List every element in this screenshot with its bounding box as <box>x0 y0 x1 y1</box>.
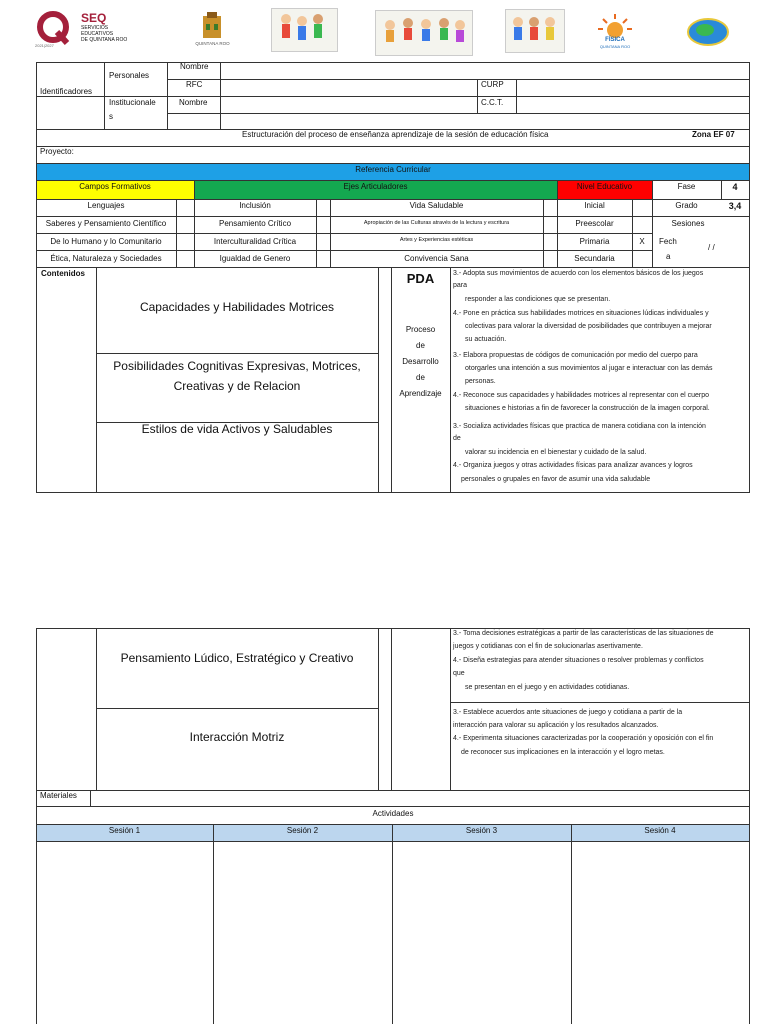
pda-1-line-3: responder a las condiciones que se presentan. <box>465 296 611 303</box>
pda-1-line-5: colectivas para valorar la diversidad de posibilidades que contribuyen a mejorar <box>465 323 712 330</box>
contenidos-label: Contenidos <box>41 269 85 278</box>
seq-sub1: SERVICIOS <box>81 25 109 31</box>
eje-b-3: Artes y Experiencias estéticas <box>399 237 474 243</box>
rfc-field[interactable] <box>222 81 475 95</box>
nombre2-label: Nombre <box>179 98 208 107</box>
nivel-preescolar: Preescolar <box>575 219 614 228</box>
fisica-logo <box>592 12 638 52</box>
nombre-label: Nombre <box>180 62 209 71</box>
sesion-4-header: Sesión 4 <box>644 826 676 835</box>
referencia-label: Referencia Curricular <box>355 165 431 174</box>
actividades-label: Actividades <box>372 809 414 818</box>
cct-field[interactable] <box>518 98 747 112</box>
pda-2-line-3: personas. <box>465 378 496 385</box>
sesiones-label: Sesiones <box>671 219 705 228</box>
content-row-3: Estilos de vida Activos y Saludables <box>141 422 333 436</box>
institucionales-label-2: s <box>109 112 113 121</box>
seq-title: SEQ <box>81 11 107 25</box>
proyecto-field[interactable] <box>80 148 747 162</box>
pda-3-line-2: de <box>453 435 461 442</box>
pda-3-line-4: 4.- Organiza juegos y otras actividades físicas para analizar avances y logros <box>453 462 693 469</box>
sesion-2-cell[interactable] <box>215 843 391 1023</box>
eje-b-1: Vida Saludable <box>409 201 464 210</box>
pda-proceso-3: Desarrollo <box>402 357 439 366</box>
sesion-3-cell[interactable] <box>394 843 570 1023</box>
pda-2-line-2: otorgarles una intención a sus movimientos al jugar e interactuar con las demás <box>465 365 713 372</box>
pda-3-line-3: valorar su incidencia en el bienestar y cuidado de la salud. <box>465 449 647 456</box>
kids-image-1 <box>271 8 338 52</box>
nivel-primaria: Primaria <box>579 237 610 246</box>
zona-label: Zona EF 07 <box>692 130 735 139</box>
sun-icon <box>592 12 638 38</box>
quintana-roo-text: QUINTANA ROO <box>195 41 230 46</box>
eje-a-4: Igualdad de Genero <box>219 254 291 263</box>
pda-proceso-2: de <box>416 341 425 350</box>
curp-field[interactable] <box>518 81 747 95</box>
nivel-mark-primaria[interactable]: X <box>639 237 645 246</box>
sesion-3-header: Sesión 3 <box>465 826 498 835</box>
pda-3-line-5: personales o grupales en favor de asumir una vida saludable <box>461 476 651 483</box>
fisica-text: FÍSICA <box>605 37 625 43</box>
pda-3-line-1: 3.- Socializa actividades físicas que practica de manera cotidiana con la intención <box>453 423 706 430</box>
pda-5-line-1: 3.- Establece acuerdos ante situaciones de juego y cotidiana a partir de la <box>453 709 683 716</box>
pda-proceso-1: Proceso <box>405 325 436 334</box>
grado-label: Grado <box>675 201 698 210</box>
pda-4-line-4: que <box>453 670 465 677</box>
content-row-5: Interacción Motriz <box>189 730 285 744</box>
ejes-header: Ejes Articuladores <box>343 182 408 191</box>
nombre-field[interactable] <box>222 64 747 78</box>
content-row-2a: Posibilidades Cognitivas Expresivas, Motrices, <box>113 359 361 373</box>
fase-value: 4 <box>732 182 738 192</box>
personales-label: Personales <box>109 71 150 80</box>
pda-proceso-5: Aprendizaje <box>399 389 442 398</box>
pda-4-line-1: 3.- Toma decisiones estratégicas a partir de las características de las situaciones de <box>453 630 714 637</box>
fase-header: Fase <box>677 182 696 191</box>
kids-image-3 <box>505 9 565 53</box>
sesion-2-header: Sesión 2 <box>286 826 319 835</box>
content-row-2b: Creativas y de Relacion <box>173 379 301 393</box>
sesion-4-cell[interactable] <box>573 843 748 1023</box>
institucion-nombre-field[interactable] <box>222 98 475 112</box>
sesion-1-cell[interactable] <box>38 843 212 1023</box>
seq-sub2: EDUCATIVOS <box>81 31 114 37</box>
institucionales-label-1: Institucionale <box>109 98 156 107</box>
quintana-roo-emblem-icon <box>190 10 235 42</box>
zona-logo <box>685 14 731 50</box>
seq-years: 2021|2027 <box>35 43 54 48</box>
fecha-label-1: Fech <box>659 237 677 246</box>
pda-1-line-1: 3.- Adopta sus movimientos de acuerdo con los elementos básicos de los juegos <box>453 270 704 277</box>
eje-a-3: Interculturalidad Crítica <box>213 237 297 246</box>
pda-title: PDA <box>406 271 435 286</box>
eje-a-1: Inclusión <box>239 201 271 210</box>
pda-proceso-4: de <box>416 373 425 382</box>
globe-icon <box>685 14 731 50</box>
materiales-label: Materiales <box>40 791 77 800</box>
pda-2-line-4: 4.- Reconoce sus capacidades y habilidades motrices al representar con el cuerpo <box>453 392 710 399</box>
proyecto-label: Proyecto: <box>40 147 74 156</box>
kids-image-2 <box>375 10 473 56</box>
materiales-field[interactable] <box>92 792 747 805</box>
nivel-header: Nivel Educativo <box>576 182 633 191</box>
campo-2: Saberes y Pensamiento Científico <box>45 219 167 228</box>
campo-1: Lenguajes <box>87 201 125 210</box>
nivel-secundaria: Secundaria <box>574 254 615 263</box>
fecha-label-2: a <box>666 252 671 261</box>
campos-header: Campos Formativos <box>79 182 151 191</box>
seq-sub3: DE QUINTANA ROO <box>81 37 128 43</box>
pda-4-line-5: se presentan en el juego y en actividades cotidianas. <box>465 684 630 691</box>
pda-1-line-6: su actuación. <box>465 336 507 343</box>
pda-5-line-3: 4.- Experimenta situaciones caracterizadas por la cooperación y oposición con el fin <box>453 735 714 742</box>
grado-value: 3,4 <box>728 201 742 211</box>
fisica-sub-text: QUINTANA ROO <box>599 44 631 49</box>
campo-4: Ética, Naturaleza y Sociedades <box>50 254 162 263</box>
campo-3: De lo Humano y lo Comunitario <box>50 237 162 246</box>
curp-label: CURP <box>481 80 504 89</box>
sesion-1-header: Sesión 1 <box>108 826 141 835</box>
pda-5-line-4: de reconocer sus implicaciones en la interacción y el logro metas. <box>461 749 665 756</box>
eje-b-2: Apropiación de las Culturas através de la lectura y escritura <box>363 220 510 226</box>
pda-2-line-5: situaciones e historias a fin de favorecer la construcción de la imagen corporal. <box>465 405 710 412</box>
seq-logo <box>35 10 145 50</box>
pda-4-line-2: juegos y cotidianas con el fin de solucionarlas asertivamente. <box>453 643 643 650</box>
cct-label: C.C.T. <box>481 98 504 107</box>
pda-1-line-2: para <box>453 282 468 289</box>
content-row-4: Pensamiento Lúdico, Estratégico y Creativo <box>120 651 354 665</box>
pda-4-line-3: 4.- Diseña estrategias para atender situaciones o resolver problemas y conflictos <box>453 657 704 664</box>
pda-5-line-2: interacción para valorar su aplicación y los resultados alcanzados. <box>453 722 659 729</box>
estructuracion-title: Estructuración del proceso de enseñanza aprendizaje de la sesión de educación física <box>242 130 549 139</box>
pda-2-line-1: 3.- Elabora propuestas de códigos de comunicación por medio del cuerpo para <box>453 352 698 359</box>
pda-1-line-4: 4.- Pone en práctica sus habilidades motrices en situaciones lúdicas individuales y <box>453 310 709 317</box>
identificadores-label: Identificadores <box>40 87 93 96</box>
nivel-inicial: Inicial <box>584 201 605 210</box>
rfc-label: RFC <box>186 80 203 89</box>
eje-b-4: Convivencia Sana <box>404 254 469 263</box>
eje-a-2: Pensamiento Crítico <box>218 219 292 228</box>
quintana-roo-logo <box>190 10 235 50</box>
content-row-1: Capacidades y Habilidades Motrices <box>139 300 335 314</box>
fecha-slashes[interactable]: / / <box>708 243 715 252</box>
